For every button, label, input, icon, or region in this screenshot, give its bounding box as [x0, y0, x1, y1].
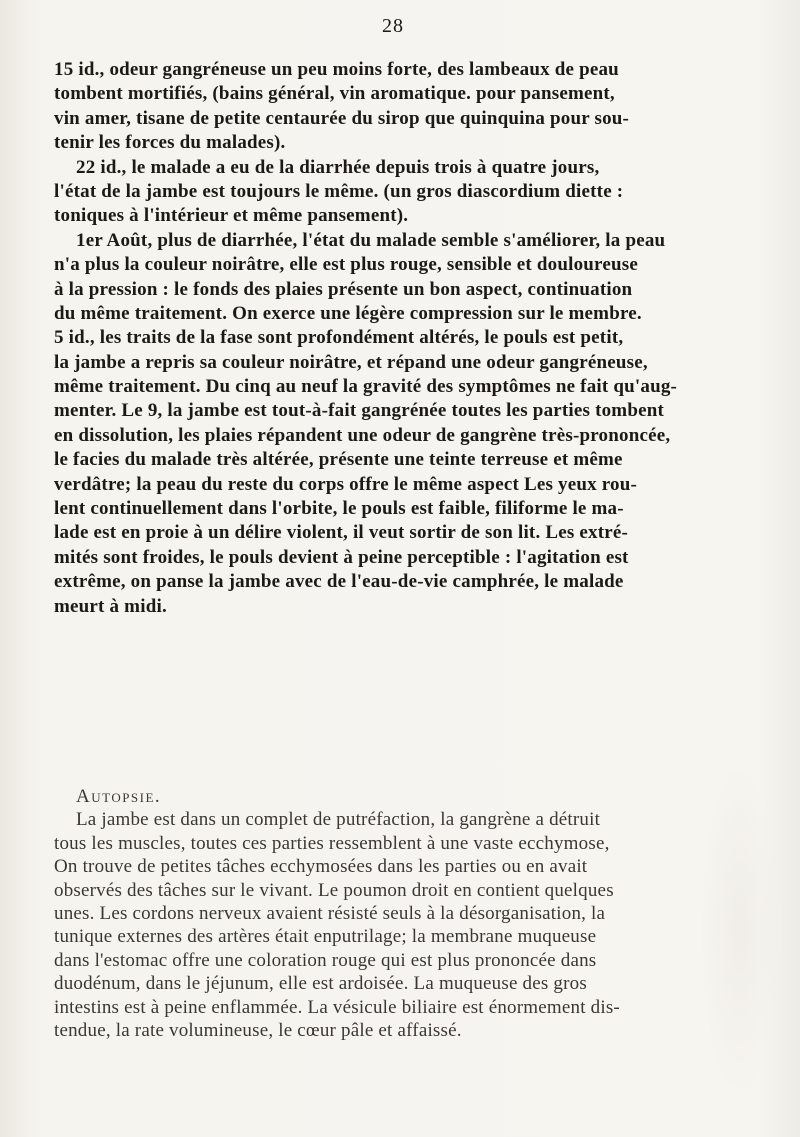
text-line: tenir les forces du malades). — [54, 132, 286, 154]
autopsy-line: La jambe est dans un complet de putréfaction, la gangrène a détruit — [76, 809, 601, 831]
text-line: toniques à l'intérieur et même pansement). — [54, 205, 409, 227]
autopsy-line: tous les muscles, toutes ces parties ressemblent à une vaste ecchymose, — [54, 832, 610, 854]
text-line: à la pression : le fonds des plaies présente un bon aspect, continuation — [54, 278, 633, 300]
autopsy-line: dans l'estomac offre une coloration rouge qui est plus prononcée dans — [54, 949, 597, 971]
text-line: 1er Août, plus de diarrhée, l'état du malade semble s'améliorer, la peau — [76, 229, 666, 251]
autopsy-line: On trouve de petites tâches ecchymosées dans les parties ou en avait — [54, 856, 588, 878]
autopsy-line: intestins est à peine enflammée. La vésicule biliaire est énormement dis- — [54, 996, 620, 1018]
text-line: 15 id., odeur gangréneuse un peu moins forte, des lambeaux de peau — [54, 59, 619, 80]
autopsy-line: unes. Les cordons nerveux avaient résisté seuls à la désorganisation, la — [54, 902, 606, 924]
text-line: la jambe a repris sa couleur noirâtre, et répand une odeur gangréneuse, — [54, 351, 648, 373]
text-line: menter. Le 9, la jambe est tout-à-fait gangrénée toutes les parties tombent — [54, 400, 665, 422]
autopsy-line: observés des tâches sur le vivant. Le poumon droit en contient quelques — [54, 879, 614, 901]
text-line: même traitement. Du cinq au neuf la gravité des symptômes ne fait qu'aug- — [54, 376, 678, 398]
text-line: 5 id., les traits de la fase sont profondément altérés, le pouls est petit, — [54, 327, 624, 349]
text-line: tombent mortifiés, (bains général, vin aromatique. pour pansement, — [54, 83, 615, 105]
text-line: lade est en proie à un délire violent, il veut sortir de son lit. Les extré- — [54, 522, 629, 544]
text-line: du même traitement. On exerce une légère compression sur le membre. — [54, 302, 642, 324]
text-line: l'état de la jambe est toujours le même. (un gros diascordium diette : — [54, 180, 624, 202]
autopsy-line: tendue, la rate volumineuse, le cœur pâle et affaissé. — [54, 1019, 462, 1041]
text-line: verdâtre; la peau du reste du corps offre le même aspect Les yeux rou- — [54, 473, 638, 495]
case-narrative — [54, 58, 769, 619]
text-line: extrême, on panse la jambe avec de l'eau-de-vie camphrée, le malade — [54, 571, 624, 593]
text-line: 22 id., le malade a eu de la diarrhée depuis trois à quatre jours, — [76, 156, 600, 178]
autopsy-section — [54, 785, 769, 1042]
text-line: n'a plus la couleur noirâtre, elle est plus rouge, sensible et douloureuse — [54, 254, 638, 276]
text-line: en dissolution, les plaies répandent une odeur de gangrène très-prononcée, — [54, 424, 671, 446]
text-line: lent continuellement dans l'orbite, le pouls est faible, filiforme le ma- — [54, 498, 624, 520]
page-number: 28 — [382, 15, 404, 37]
autopsy-heading: Autopsie. — [76, 786, 162, 807]
text-line: vin amer, tisane de petite centaurée du sirop que quinquina pour sou- — [54, 107, 630, 129]
autopsy-line: tunique externes des artères était enputrilage; la membrane muqueuse — [54, 926, 597, 948]
text-line: mités sont froides, le pouls devient à peine perceptible : l'agitation est — [54, 546, 629, 568]
text-line: le facies du malade très altérée, présente une teinte terreuse et même — [54, 449, 623, 471]
text-line: meurt à midi. — [54, 595, 167, 617]
autopsy-line: duodénum, dans le jéjunum, elle est ardoisée. La muqueuse des gros — [54, 973, 587, 995]
